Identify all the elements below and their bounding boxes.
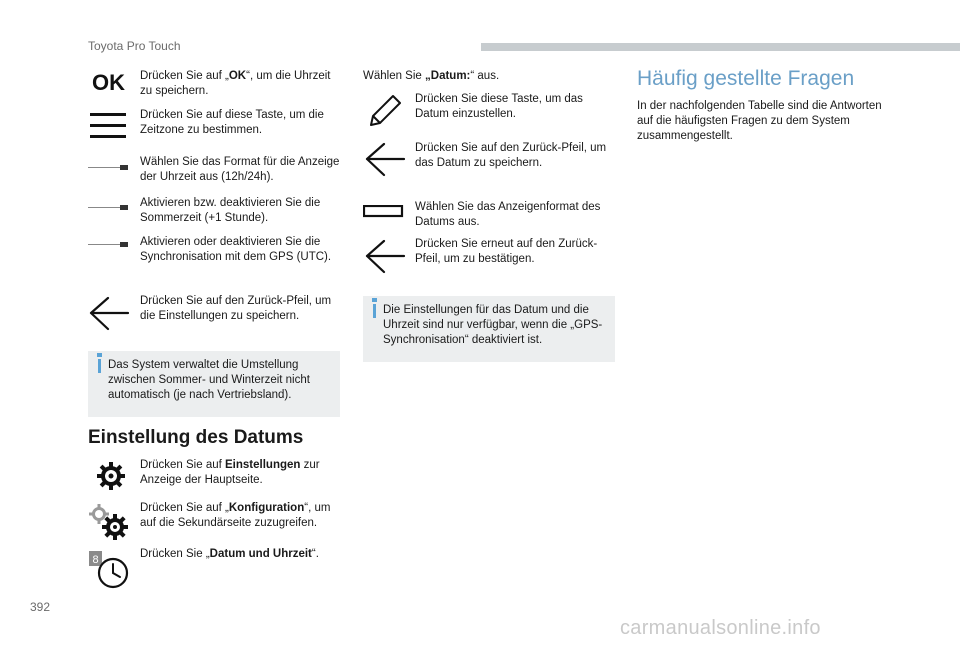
item-timezone-text: Drücken Sie auf diese Taste, um die Zeitzone zu bestimmen.: [140, 109, 324, 136]
item-date-format-text: Wählen Sie das Anzeigenformat des Datums aus.: [415, 201, 601, 228]
gear-icon: [96, 461, 126, 491]
watermark: carmanualsonline.info: [620, 617, 821, 639]
info-icon: [373, 304, 376, 318]
toggle-format-icon: [88, 164, 130, 172]
section-title-date: Einstellung des Datums: [88, 427, 304, 448]
item-dst-text: Aktivieren bzw. deaktivieren Sie die Sommerzeit (+1 Stunde).: [140, 197, 321, 224]
toggle-dst-icon: [88, 204, 130, 212]
intro-text: Wählen Sie „Datum:“ aus.: [363, 70, 500, 82]
ok-icon: OK: [92, 70, 125, 95]
info-icon-dot: [97, 353, 102, 357]
format-bar-icon: [363, 205, 405, 219]
item-format-text: Wählen Sie das Format für die Anzeige der Uhrzeit aus (12h/24h).: [140, 156, 340, 183]
item-datetime-text: Drücken Sie „Datum und Uhrzeit“.: [140, 548, 319, 560]
item-back-date-text: Drücken Sie auf den Zurück-Pfeil, um das Datum zu speichern.: [415, 142, 607, 169]
info-note-gps: Die Einstellungen für das Datum und die Uhrzeit sind nur verfügbar, wenn die „GPS-Synchronisation“ deaktiviert ist.: [363, 296, 615, 362]
faq-title: Häufig gestellte Fragen: [637, 67, 855, 90]
item-edit-text: Drücken Sie diese Taste, um das Datum einzustellen.: [415, 93, 583, 120]
faq-intro-text: In der nachfolgenden Tabelle sind die Antworten auf die häufigsten Fragen zu dem System zusammengestellt.: [637, 100, 882, 142]
back-arrow-date-icon: [364, 142, 406, 178]
item-back-text: Drücken Sie auf den Zurück-Pfeil, um die Einstellungen zu speichern.: [140, 295, 332, 322]
edit-pencil-icon: [367, 94, 403, 128]
header-bar: [481, 43, 960, 51]
item-ok-text: Drücken Sie auf „OK“, um die Uhrzeit zu speichern.: [140, 70, 331, 97]
manual-title: Toyota Pro Touch: [88, 39, 181, 53]
item-settings-text: Drücken Sie auf Einstellungen zur Anzeige der Hauptseite.: [140, 459, 320, 486]
back-arrow-icon: [88, 296, 130, 332]
back-arrow-confirm-icon: [364, 239, 406, 275]
info-icon: [98, 359, 101, 373]
toggle-gps-icon: [88, 241, 130, 249]
item-confirm-text: Drücken Sie erneut auf den Zurück-Pfeil, um zu bestätigen.: [415, 238, 598, 265]
menu-icon: [90, 112, 128, 140]
config-gears-icon: [88, 503, 130, 543]
clock-badge-number: 8: [92, 554, 99, 566]
info-icon-dot: [372, 298, 377, 302]
item-config-text: Drücken Sie auf „Konfiguration“, um auf die Sekundärseite zuzugreifen.: [140, 502, 331, 529]
page-number: 392: [30, 600, 51, 614]
clock-icon: [88, 550, 130, 590]
item-gps-text: Aktivieren oder deaktivieren Sie die Synchronisation mit dem GPS (UTC).: [140, 236, 332, 263]
info-note-dst: Das System verwaltet die Umstellung zwischen Sommer- und Winterzeit nicht automatisch (je nach Vertriebsland).: [88, 351, 340, 417]
